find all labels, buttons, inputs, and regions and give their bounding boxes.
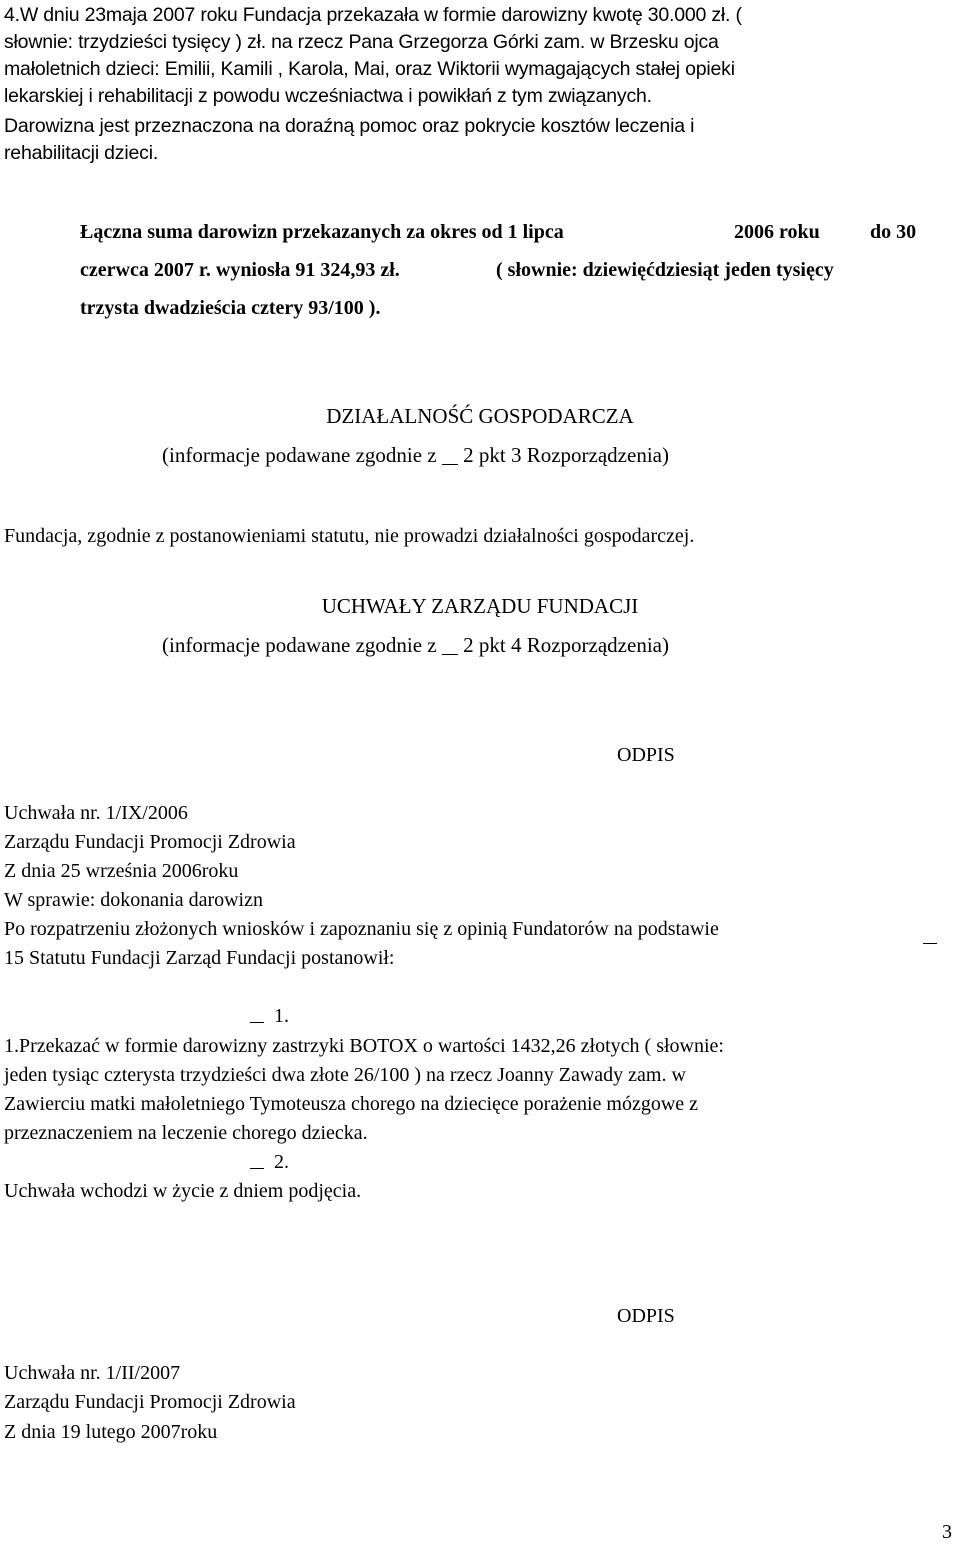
intro-line: lekarskiej i rehabilitacji z powodu wcześniactwa i powikłań z tym związanych. bbox=[4, 85, 652, 107]
paragraph-line: jeden tysiąc czterysta trzydzieści dwa złote 26/100 ) na rzecz Joanny Zawady zam. w bbox=[4, 1064, 686, 1086]
summary-line-2b: ( słownie: dziewięćdziesiąt jeden tysięcy bbox=[496, 259, 834, 281]
intro-line: rehabilitacji dzieci. bbox=[4, 142, 159, 164]
resolution-date: Z dnia 19 lutego 2007roku bbox=[4, 1421, 218, 1443]
intro-line: Darowizna jest przeznaczona na doraźną pomoc oraz pokrycie kosztów leczenia i bbox=[4, 115, 695, 137]
summary-line-1a: Łączna suma darowizn przekazanych za okres od 1 lipca bbox=[80, 221, 564, 243]
paragraph-sign-icon bbox=[442, 446, 458, 465]
resolution-date: Z dnia 25 września 2006roku bbox=[4, 860, 239, 882]
copy-label: ODPIS bbox=[617, 744, 675, 766]
resolution-number: Uchwała nr. 1/IX/2006 bbox=[4, 802, 188, 824]
resolution-board: Zarządu Fundacji Promocji Zdrowia bbox=[4, 831, 296, 853]
section-title-resolutions: UCHWAŁY ZARZĄDU FUNDACJI bbox=[321, 594, 639, 618]
paragraph-number: 2. bbox=[274, 1151, 289, 1173]
resolution-board: Zarządu Fundacji Promocji Zdrowia bbox=[4, 1391, 296, 1413]
section-title-business: DZIAŁALNOŚĆ GOSPODARCZA bbox=[326, 404, 634, 428]
paragraph-line: 1.Przekazać w formie darowizny zastrzyki BOTOX o wartości 1432,26 złotych ( słownie: bbox=[4, 1035, 724, 1057]
intro-line: słownie: trzydzieści tysięcy ) zł. na rzecz Pana Grzegorza Górki zam. w Brzesku ojca bbox=[4, 31, 719, 53]
resolution-preamble: Po rozpatrzeniu złożonych wniosków i zapoznaniu się z opinią Fundatorów na podstawie bbox=[4, 918, 719, 940]
paragraph-sign-icon bbox=[442, 636, 458, 655]
paragraph-sign-icon bbox=[250, 1146, 264, 1169]
copy-label: ODPIS bbox=[617, 1305, 675, 1327]
paragraph-number: 1. bbox=[274, 1005, 289, 1027]
business-statement: Fundacja, zgodnie z postanowieniami statutu, nie prowadzi działalności gospodarczej. bbox=[4, 525, 695, 547]
page-number: 3 bbox=[942, 1521, 952, 1543]
summary-line-1b: 2006 roku bbox=[734, 221, 820, 243]
summary-line-2a: czerwca 2007 r. wyniosła 91 324,93 zł. bbox=[80, 259, 400, 281]
paragraph-line: przeznaczeniem na leczenie chorego dziecka. bbox=[4, 1122, 368, 1144]
intro-line: małoletnich dzieci: Emilii, Kamili , Karola, Mai, oraz Wiktorii wymagających stałej opieki bbox=[4, 58, 735, 80]
paragraph-sign-icon bbox=[250, 1000, 264, 1023]
summary-line-1c: do 30 bbox=[870, 221, 917, 243]
intro-line: 4.W dniu 23maja 2007 roku Fundacja przekazała w formie darowizny kwotę 30.000 zł. ( bbox=[4, 4, 742, 26]
paragraph-line: Zawierciu matki małoletniego Tymoteusza chorego na dziecięce porażenie mózgowe z bbox=[4, 1093, 699, 1115]
resolution-number: Uchwała nr. 1/II/2007 bbox=[4, 1362, 181, 1384]
resolution-preamble: 15 Statutu Fundacji Zarząd Fundacji postanowił: bbox=[4, 947, 395, 969]
section-subtitle-business: (informacje podawane zgodnie z 2 pkt 3 Rozporządzenia) bbox=[162, 443, 669, 467]
summary-line-3: trzysta dwadzieścia cztery 93/100 ). bbox=[80, 297, 381, 319]
resolution-subject: W sprawie: dokonania darowizn bbox=[4, 889, 263, 911]
paragraph-sign-icon bbox=[923, 921, 937, 944]
section-subtitle-resolutions: (informacje podawane zgodnie z 2 pkt 4 Rozporządzenia) bbox=[162, 633, 669, 657]
paragraph-line: Uchwała wchodzi w życie z dniem podjęcia. bbox=[4, 1180, 362, 1202]
